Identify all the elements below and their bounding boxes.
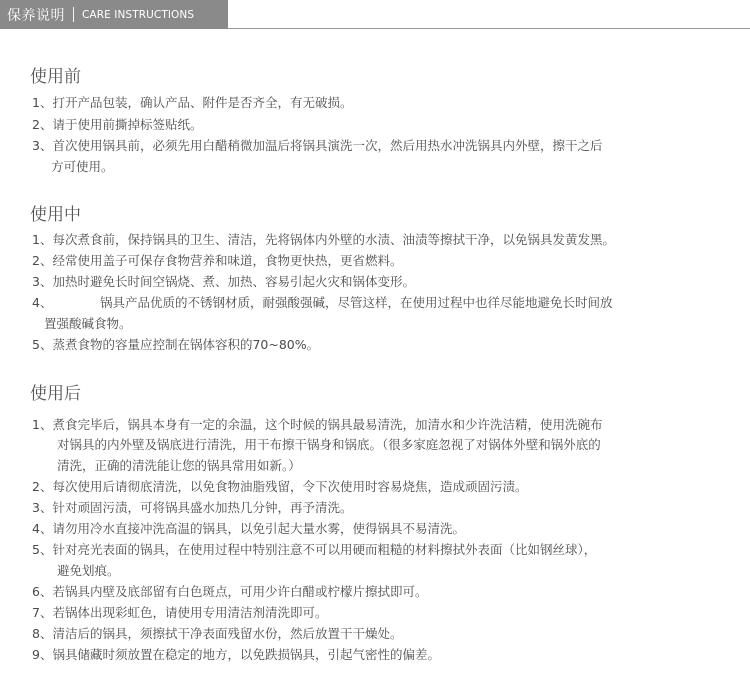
item-text-continued: 对锅具的内外壁及锅底进行清洗，用干布擦干锅身和锅底。（很多家庭忽视了对锅体外壁和锅外底的	[57, 437, 601, 452]
item-number: 6、	[32, 584, 53, 599]
list-item	[32, 539, 596, 560]
item-text-continued: 方可使用。	[51, 159, 114, 174]
item-text: 针对亮光表面的锅具，在使用过程中特别注意不可以用硬而粗糙的材料擦拭外表面（比如钢丝球），	[52, 542, 597, 557]
item-text: 经常使用盖子可保存食物营养和味道，食物更快热，更省燃料。	[52, 253, 403, 268]
list-item	[32, 581, 427, 602]
item-text: 若锅具内壁及底部留有白色斑点，可用少许白醋或柠檬片擦拭即可。	[52, 584, 428, 599]
list-item	[32, 292, 613, 313]
item-number: 1、	[32, 232, 53, 247]
item-text: 打开产品包装，确认产品、附件是否齐全，有无破损。	[52, 95, 353, 110]
header-title-cn: 保养说明	[7, 7, 65, 24]
item-text: 首次使用锅具前，必须先用白醋稍微加温后将锅具演洗一次，然后用热水冲洗锅具内外壁，擦干之后	[52, 138, 603, 153]
header-bar	[0, 0, 228, 29]
header-title-en: CARE INSTRUCTIONS	[82, 8, 195, 21]
item-number: 5、	[32, 337, 53, 352]
item-number: 5、	[32, 542, 53, 557]
item-number: 1、	[32, 417, 53, 432]
list-item	[32, 602, 327, 623]
section-title-during-use: 使用中	[30, 205, 81, 225]
list-item	[32, 250, 402, 271]
list-item	[32, 623, 402, 644]
list-item	[32, 334, 319, 355]
list-item	[32, 644, 440, 665]
list-item	[32, 497, 352, 518]
section-title-after-use: 使用后	[30, 384, 81, 404]
item-text: 清洁后的锅具，须擦拭干净表面残留水份，然后放置干干燥处。	[52, 626, 403, 641]
item-text: 请勿用冷水直接冲洗高温的锅具，以免引起大量水雾，使得锅具不易清洗。	[52, 521, 465, 536]
item-text: 若锅体出现彩虹色，请使用专用清洁剂清洗即可。	[52, 605, 328, 620]
item-text: 每次使用后请彻底清洗，以免食物油脂残留，令下次使用时容易烧焦，造成顽固污渍。	[52, 479, 528, 494]
item-text: 每次煮食前，保持锅具的卫生、清洁，先将锅体内外壁的水渍、油渍等擦拭干净，以免锅具发黄发黑。	[52, 232, 615, 247]
list-item	[32, 135, 602, 156]
item-text: 锅具储藏时须放置在稳定的地方，以免跌损锅具，引起气密性的偏差。	[52, 647, 440, 662]
item-number: 7、	[32, 605, 53, 620]
item-number: 2、	[32, 253, 53, 268]
item-text-continued: 置强酸碱食物。	[44, 316, 132, 331]
item-text: 煮食完毕后，锅具本身有一定的余温，这个时候的锅具最易清洗，加清水和少许洗洁精，使用洗碗布	[52, 417, 603, 432]
list-item	[32, 414, 602, 435]
header-rule	[228, 28, 750, 29]
item-number: 3、	[32, 138, 53, 153]
header-divider	[73, 7, 74, 22]
list-item	[32, 92, 352, 113]
item-text-continued: 避免划痕。	[57, 563, 120, 578]
item-text-continued: 清洗，正确的清洗能让您的锅具常用如新。）	[57, 458, 301, 473]
item-number: 2、	[32, 117, 53, 132]
list-item	[32, 518, 465, 539]
item-text: 加热时避免长时间空锅烧、煮、加热、容易引起火灾和锅体变形。	[52, 274, 415, 289]
item-number: 4、	[32, 521, 53, 536]
item-number: 9、	[32, 647, 53, 662]
list-item	[32, 271, 415, 292]
item-number: 2、	[32, 479, 53, 494]
item-text: 锅具产品优质的不锈钢材质，耐强酸强碱，尽管这样，在使用过程中也徉尽能地避免长时间放	[100, 295, 613, 310]
item-number: 3、	[32, 274, 53, 289]
item-text: 针对顽固污渍，可将锅具盛水加热几分钟，再予清洗。	[52, 500, 353, 515]
item-number: 3、	[32, 500, 53, 515]
item-text: 请于使用前撕掉标签贴纸。	[52, 117, 203, 132]
item-text: 蒸煮食物的容量应控制在锅体容积的70~80%。	[52, 337, 320, 352]
list-item	[32, 114, 202, 135]
item-number: 8、	[32, 626, 53, 641]
list-item	[32, 476, 527, 497]
list-item	[32, 229, 615, 250]
item-number: 4、	[32, 295, 53, 310]
section-title-before-use: 使用前	[30, 67, 81, 87]
item-number: 1、	[32, 95, 53, 110]
